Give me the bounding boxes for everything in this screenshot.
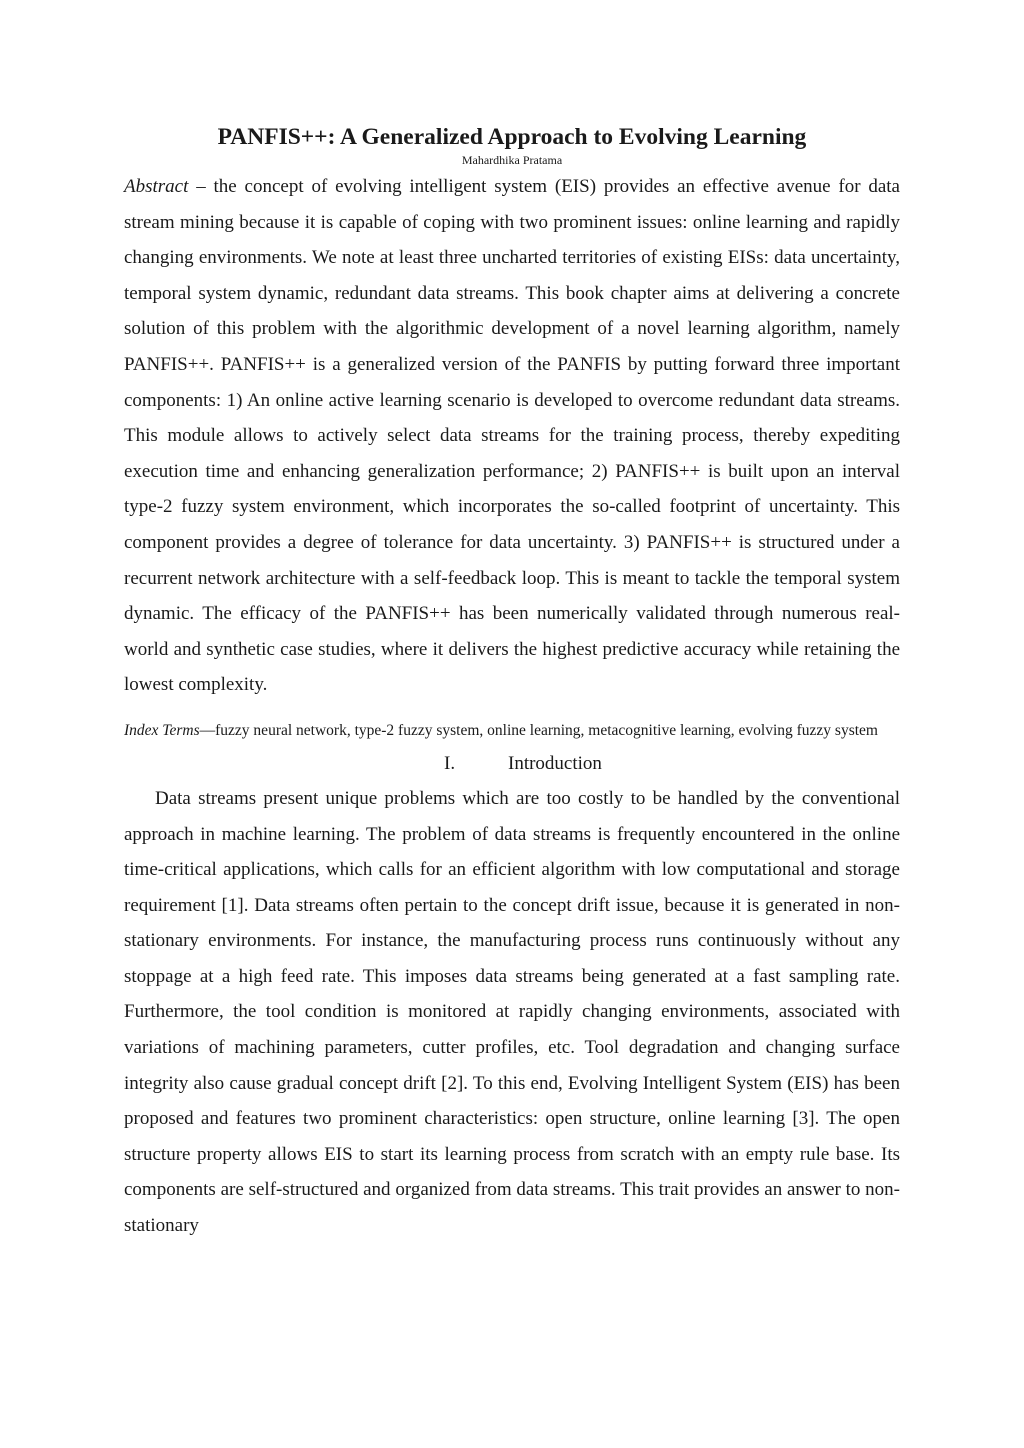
abstract-text: – the concept of evolving intelligent system (EIS) provides an effective avenue for data stream mining because it is capable of coping with two prominent issues: online learning and rapidly changing environments. We note at least three uncharted territories of existing EISs: data uncertainty, temporal system dynamic, redundant data streams. This book chapter aims at delivering a concrete solution of this problem with the algorithmic development of a novel learning algorithm, namely PANFIS++. PANFIS++ is a generalized version of the PANFIS by putting forward three important components: 1) An online active learning scenario is developed to overcome redundant data streams. This module allows to actively select data streams for the training process, thereby expediting execution time and enhancing generalization performance; 2) PANFIS++ is built upon an interval type-2 fuzzy system environment, which incorporates the so-called footprint of uncertainty. This component provides a degree of tolerance for data uncertainty. 3) PANFIS++ is structured under a recurrent network architecture with a self-feedback loop. This is meant to tackle the temporal system dynamic. The efficacy of the PANFIS++ has been numerically validated through numerous real-world and synthetic case studies, where it delivers the highest predictive accuracy while retaining the lowest complexity. <box>124 176 900 696</box>
index-terms-label: Index Terms <box>124 721 200 739</box>
index-terms-text: —fuzzy neural network, type-2 fuzzy system, online learning, metacognitive learning, evolving fuzzy system <box>199 721 878 739</box>
intro-paragraph: Data streams present unique problems which are too costly to be handled by the conventional approach in machine learning. The problem of data streams is frequently encountered in the online time-critical applications, which calls for an efficient algorithm with low computational and storage requirement [1]. Data streams often pertain to the concept drift issue, because it is generated in non-stationary environments. For instance, the manufacturing process runs continuously without any stoppage at a high feed rate. This imposes data streams being generated at a fast sampling rate. Furthermore, the tool condition is monitored at rapidly changing environments, associated with variations of machining parameters, cutter profiles, etc. Tool degradation and changing surface integrity also cause gradual concept drift [2]. To this end, Evolving Intelligent System (EIS) has been proposed and features two prominent characteristics: open structure, online learning [3]. The open structure property allows EIS to start its learning process from scratch with an empty rule base. Its components are self-structured and organized from data streams. This trait provides an answer to non-stationary <box>124 787 900 1237</box>
section-heading <box>124 749 900 779</box>
abstract-label: Abstract <box>124 176 189 197</box>
author-name: Mahardhika Pratama <box>461 153 563 167</box>
section-number: I. <box>444 752 456 774</box>
paper-title: PANFIS++: A Generalized Approach to Evolving Learning <box>217 124 807 150</box>
paper-page <box>124 122 900 1244</box>
abstract <box>124 169 900 703</box>
index-terms <box>124 716 900 746</box>
section-title: Introduction <box>508 752 602 774</box>
